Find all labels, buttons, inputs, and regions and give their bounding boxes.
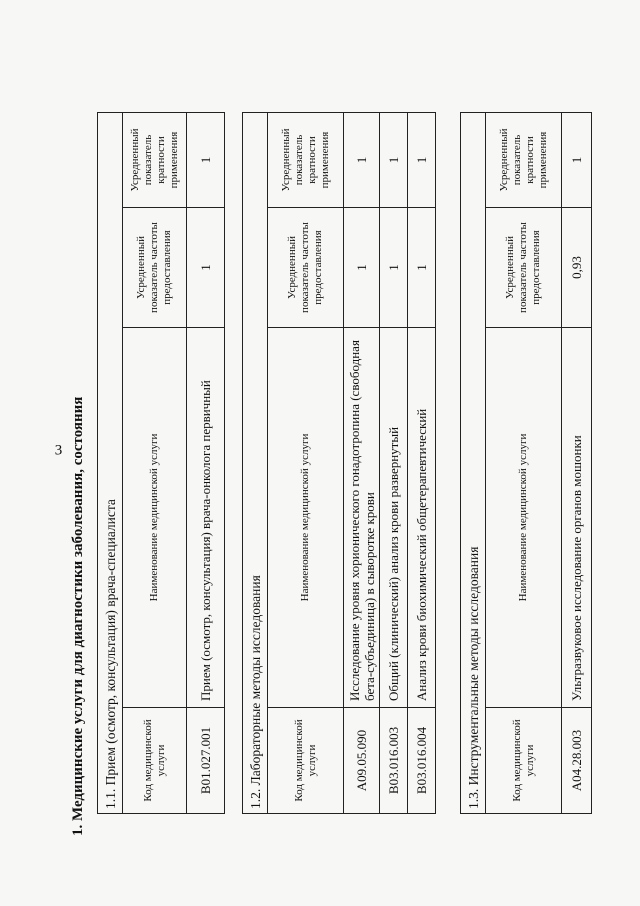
column-header-multiplicity: Усредненный показатель кратности применения	[123, 113, 187, 208]
service-code: A09.05.090	[344, 708, 380, 814]
table-row	[562, 113, 592, 814]
frequency-value: 1	[380, 208, 408, 328]
table-consultation	[97, 112, 225, 814]
service-name: Общий (клинический) анализ крови развернутый	[380, 328, 408, 708]
table-title: 1.3. Инструментальные методы исследования	[461, 113, 486, 814]
column-header-code: Код медицинской услуги	[268, 708, 344, 814]
table-row	[187, 113, 225, 814]
column-header-frequency: Усредненный показатель частоты предоставления	[268, 208, 344, 328]
multiplicity-value: 1	[380, 113, 408, 208]
frequency-value: 1	[187, 208, 225, 328]
column-header-frequency: Усредненный показатель частоты предоставления	[123, 208, 187, 328]
column-header-name: Наименование медицинской услуги	[123, 328, 187, 708]
column-header-code: Код медицинской услуги	[123, 708, 187, 814]
section-heading: 1. Медицинские услуги для диагностики заболевания, состояния	[70, 396, 86, 836]
multiplicity-value: 1	[344, 113, 380, 208]
table-row	[380, 113, 408, 814]
table-laboratory	[242, 112, 436, 814]
table-instrumental	[460, 112, 592, 814]
table-title: 1.2. Лабораторные методы исследования	[243, 113, 268, 814]
multiplicity-value: 1	[187, 113, 225, 208]
frequency-value: 1	[408, 208, 436, 328]
frequency-value: 1	[344, 208, 380, 328]
frequency-value: 0,93	[562, 208, 592, 328]
service-name: Исследование уровня хорионического гонадотропина (свободная бета-субъединица) в сыворотке крови	[344, 328, 380, 708]
service-code: B01.027.001	[187, 708, 225, 814]
service-code: B03.016.004	[408, 708, 436, 814]
table-title: 1.1. Прием (осмотр, консультация) врача-специалиста	[98, 113, 123, 814]
multiplicity-value: 1	[562, 113, 592, 208]
service-code: B03.016.003	[380, 708, 408, 814]
column-header-name: Наименование медицинской услуги	[268, 328, 344, 708]
service-name: Анализ крови биохимический общетерапевтический	[408, 328, 436, 708]
page-number: 3	[54, 442, 63, 459]
column-header-multiplicity: Усредненный показатель кратности применения	[486, 113, 562, 208]
multiplicity-value: 1	[408, 113, 436, 208]
service-name: Прием (осмотр, консультация) врача-онколога первичный	[187, 328, 225, 708]
service-code: A04.28.003	[562, 708, 592, 814]
column-header-name: Наименование медицинской услуги	[486, 328, 562, 708]
column-header-multiplicity: Усредненный показатель кратности применения	[268, 113, 344, 208]
column-header-frequency: Усредненный показатель частоты предоставления	[486, 208, 562, 328]
table-row	[408, 113, 436, 814]
table-row	[344, 113, 380, 814]
column-header-code: Код медицинской услуги	[486, 708, 562, 814]
service-name: Ультразвуковое исследование органов мошонки	[562, 328, 592, 708]
